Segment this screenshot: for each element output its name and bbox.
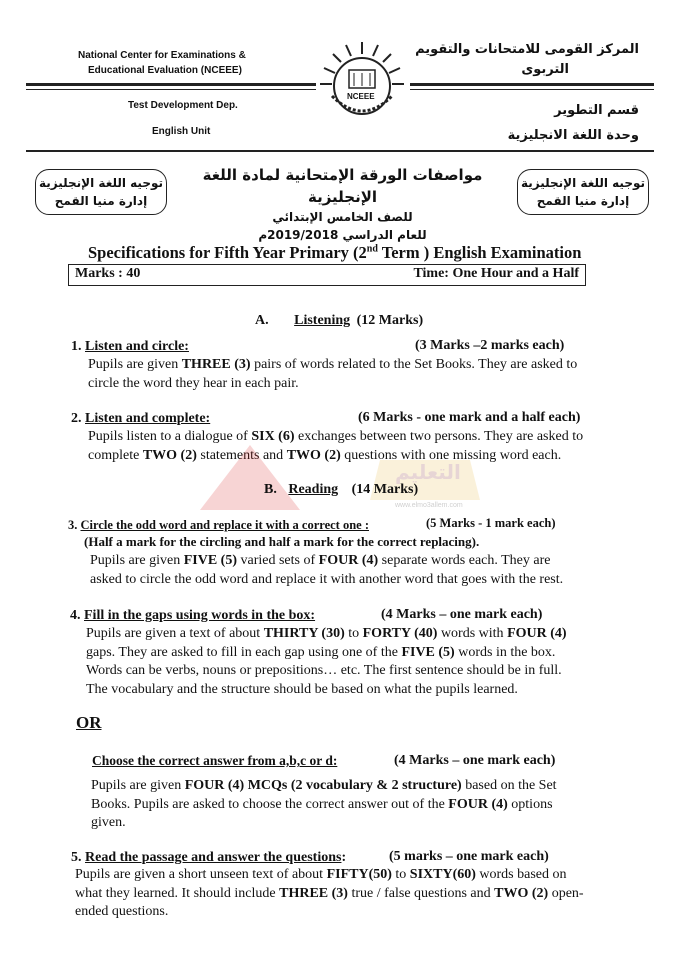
header-rule-left-thin bbox=[26, 89, 316, 90]
stamp-left-line2: إدارة منيا القمح bbox=[54, 194, 148, 208]
q4-heading bbox=[70, 607, 315, 625]
q1-heading bbox=[71, 338, 189, 356]
stamp-left-line1: توجيه اللغة الإنجليزية bbox=[38, 176, 164, 190]
mcq-marks: (4 Marks – one mark each) bbox=[394, 753, 556, 768]
q2-marks: (6 Marks - one mark and a half each) bbox=[358, 410, 581, 425]
q1-description: Pupils are given THREE (3) pairs of words related to the Set Books. They are asked to circle the word they hear in each pair. bbox=[88, 357, 578, 391]
total-marks: Marks : 40 bbox=[75, 266, 141, 281]
q2-description: Pupils listen to a dialogue of SIX (6) exchanges between two persons. They are asked to complete TWO (2) statements and TWO (2) questions with one missing word each. bbox=[88, 429, 584, 463]
stamp-right-line1: توجيه اللغة الإنجليزية bbox=[520, 176, 646, 190]
unit-label-ar: وحدة اللغة الانجليزية bbox=[507, 128, 639, 143]
mcq-description: Pupils are given FOUR (4) MCQs (2 vocabulary & 2 structure) based on the Set Books. Pupils are asked to choose the correct answer out of the FOUR (4) options given. bbox=[91, 778, 557, 830]
q3-title: Circle the odd word and replace it with a correct one : bbox=[80, 518, 369, 532]
header-rule-left bbox=[26, 83, 316, 86]
section-b-marks: (14 Marks) bbox=[351, 482, 419, 497]
center-name-ar-line1: المركز القومى للامتحانات والتقويم bbox=[415, 42, 639, 57]
q2-num: 2. bbox=[71, 411, 82, 426]
header-left-block bbox=[78, 48, 246, 78]
dept-label: Test Development Dep. bbox=[128, 100, 238, 111]
q3-num: 3. bbox=[68, 518, 78, 532]
title-ar-block bbox=[170, 164, 515, 244]
nceee-logo-icon bbox=[318, 40, 406, 128]
title-en-sup: nd bbox=[366, 243, 378, 255]
stamp-right-line2: إدارة منيا القمح bbox=[536, 194, 630, 208]
title-ar-line1: مواصفات الورقة الإمتحانية لمادة اللغة الإنجليزية bbox=[202, 166, 483, 206]
watermark-logo bbox=[190, 440, 490, 520]
q5-title: Read the passage and answer the questions bbox=[85, 850, 342, 865]
q5-marks: (5 marks – one mark each) bbox=[389, 849, 549, 864]
q1-marks: (3 Marks –2 marks each) bbox=[415, 338, 565, 353]
q3-marks: (5 Marks - 1 mark each) bbox=[426, 516, 556, 530]
q2-title: Listen and complete: bbox=[85, 411, 211, 426]
title-ar-line3: للعام الدراسي 2019/2018م bbox=[258, 228, 427, 242]
header-bottom-rule bbox=[26, 150, 654, 152]
unit-label: English Unit bbox=[152, 126, 211, 137]
q3-description: Pupils are given FIVE (5) varied sets of FOUR (4) separate words each. They are asked to circle the odd word and replace it with another word that goes with the rest. bbox=[90, 553, 564, 587]
section-b-letter: B. bbox=[264, 482, 277, 497]
section-a-title: Listening bbox=[294, 313, 351, 328]
section-a-heading bbox=[255, 313, 423, 329]
mcq-title: Choose the correct answer from a,b,c or d: bbox=[92, 753, 338, 768]
header-right-block bbox=[415, 40, 639, 80]
q5-colon: : bbox=[341, 850, 347, 865]
stamp-box-right bbox=[517, 169, 649, 215]
q4-description: Pupils are given a text of about THIRTY (30) to FORTY (40) words with FOUR (4) gaps. They are asked to fill in each gap using one of the FIVE (5) words in the box. Words can be verbs, nouns or prepositions… etc. The first sentence should be in full. The vocabulary and the structure should be based on what the pupils learned. bbox=[86, 626, 567, 697]
center-name-line1: National Center for Examinations & bbox=[78, 50, 246, 61]
dept-label-ar: قسم التطوير bbox=[554, 103, 639, 118]
stamp-box-left bbox=[35, 169, 167, 215]
title-en-before: Specifications for Fifth Year Primary (2 bbox=[88, 243, 367, 262]
q3-note: (Half a mark for the circling and half a mark for the correct replacing). bbox=[84, 534, 480, 549]
section-b-heading bbox=[264, 482, 418, 498]
exam-time: Time: One Hour and a Half bbox=[413, 266, 579, 281]
q1-title: Listen and circle: bbox=[85, 339, 189, 354]
center-name-ar-line2: التربوى bbox=[521, 62, 569, 77]
title-en bbox=[88, 243, 581, 263]
q3-heading bbox=[68, 516, 369, 534]
q5-description: Pupils are given a short unseen text of about FIFTY(50) to SIXTY(60) words based on what they learned. It should include THREE (3) true / false questions and TWO (2) open- ended questions. bbox=[75, 867, 584, 919]
watermark-url: www.elmo3allem.com bbox=[395, 502, 463, 509]
center-name-line2: Educational Evaluation (NCEEE) bbox=[88, 65, 242, 76]
q4-num: 4. bbox=[70, 608, 81, 623]
header-rule-right-thin bbox=[410, 89, 654, 90]
marks-time-bar bbox=[68, 264, 586, 286]
q5-num: 5. bbox=[71, 850, 82, 865]
q2-heading bbox=[71, 410, 210, 428]
nceee-logo bbox=[318, 40, 406, 128]
watermark-text: التعليم bbox=[395, 460, 461, 484]
logo-text: NCEEE bbox=[347, 92, 375, 101]
or-label: OR bbox=[76, 713, 102, 732]
section-a-letter: A. bbox=[255, 313, 269, 328]
title-ar-line2: للصف الخامس الإبتدائي bbox=[272, 210, 413, 224]
section-b-title: Reading bbox=[288, 482, 339, 497]
q1-num: 1. bbox=[71, 339, 82, 354]
title-en-after: Term ) English Examination bbox=[377, 243, 582, 262]
section-a-marks: (12 Marks) bbox=[356, 313, 424, 328]
q4-marks: (4 Marks – one mark each) bbox=[381, 607, 543, 622]
q5-heading bbox=[71, 849, 346, 867]
header-rule-right bbox=[410, 83, 654, 86]
q4-title: Fill in the gaps using words in the box: bbox=[84, 608, 316, 623]
